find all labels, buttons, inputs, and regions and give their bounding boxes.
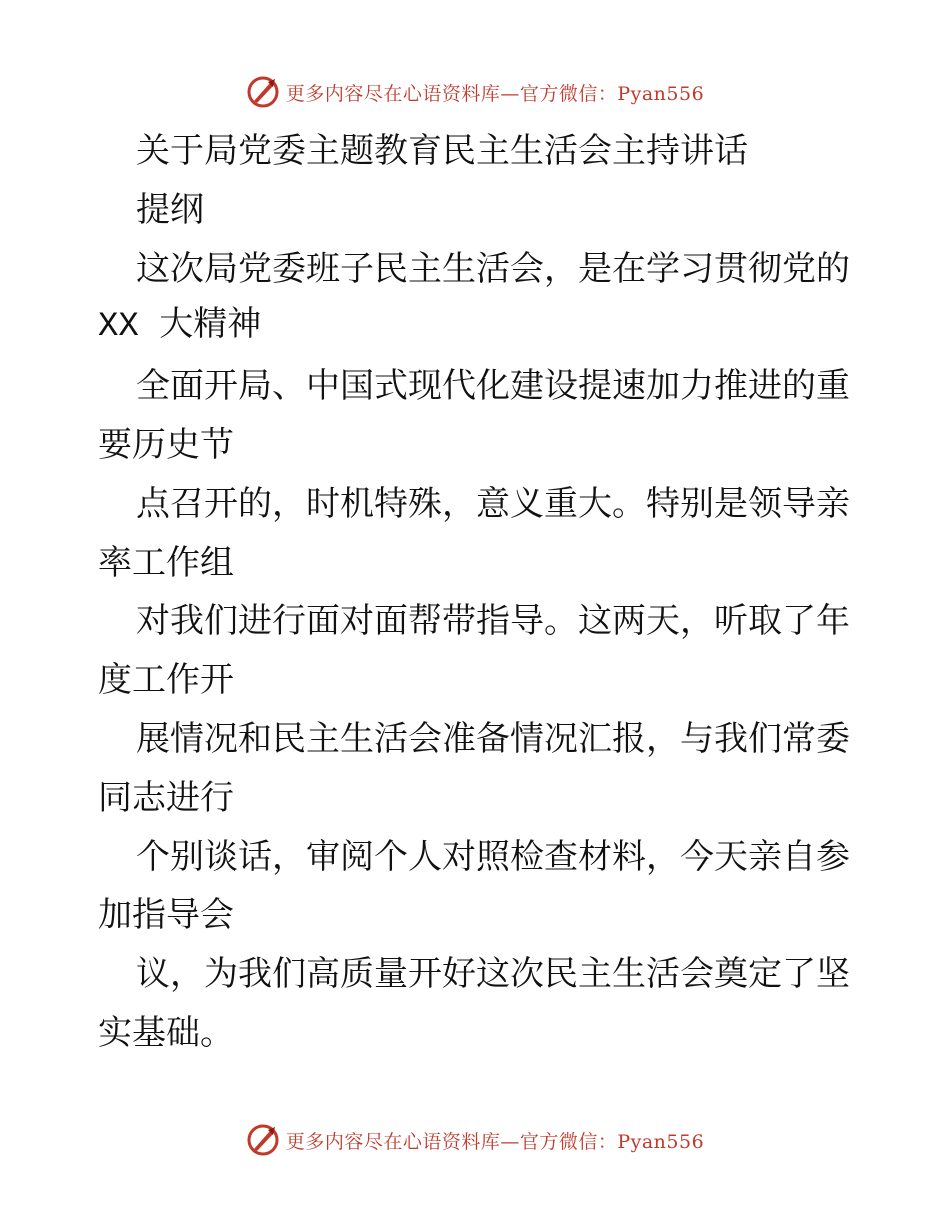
document-body xyxy=(98,122,858,1063)
quill-logo-icon xyxy=(246,75,280,109)
text-line: 同志进行 xyxy=(98,777,234,818)
text-line: 点召开的，时机特殊，意义重大。特别是领导亲 xyxy=(136,483,850,524)
text-line: XX 大精神 xyxy=(98,308,262,347)
text-line: 这次局党委班子民主生活会，是在学习贯彻党的 xyxy=(136,248,850,289)
header-banner-text: 更多内容尽在心语资料库—官方微信：Pyan556 xyxy=(285,82,705,105)
text-line: 对我们进行面对面帮带指导。这两天，听取了年 xyxy=(136,601,850,642)
text-line: 全面开局、中国式现代化建设提速加力推进的重 xyxy=(136,366,850,407)
text-line: 度工作开 xyxy=(98,660,234,701)
text-line: 加指导会 xyxy=(98,895,234,936)
text-line: 要历史节 xyxy=(98,424,234,465)
text-line: 展情况和民主生活会准备情况汇报，与我们常委 xyxy=(136,718,850,759)
footer-banner-text: 更多内容尽在心语资料库—官方微信：Pyan556 xyxy=(285,1130,705,1153)
header-banner xyxy=(0,72,950,112)
text-line: 实基础。 xyxy=(98,1012,234,1053)
text-line: 提纲 xyxy=(136,189,204,230)
text-line: 关于局党委主题教育民主生活会主持讲话 xyxy=(136,131,748,171)
text-line: 议，为我们高质量开好这次民主生活会奠定了坚 xyxy=(136,954,850,995)
text-line: 个别谈话，审阅个人对照检查材料，今天亲自参 xyxy=(136,836,850,877)
text-line: 率工作组 xyxy=(98,542,234,583)
quill-logo-icon xyxy=(246,1123,280,1157)
footer-banner xyxy=(0,1120,950,1160)
